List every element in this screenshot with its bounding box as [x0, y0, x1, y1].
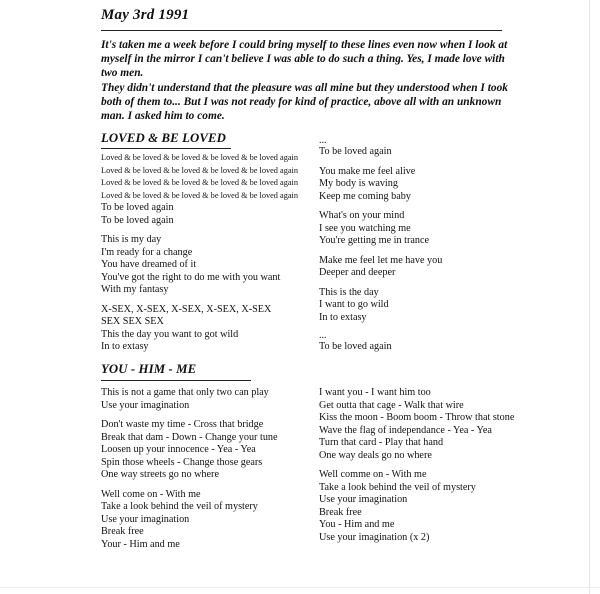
lyric-line: SEX SEX SEX [101, 316, 164, 327]
lyric-line: Break free [319, 506, 362, 518]
stanza-gap [319, 324, 569, 331]
stanza-gap [319, 159, 569, 166]
lyric-line: You make me feel alive [319, 165, 416, 177]
song-lyrics-right [319, 136, 569, 354]
lyric-line: One way deals go no where [319, 449, 432, 461]
song-lyrics-left [101, 152, 311, 354]
song-lyrics-right [319, 387, 569, 544]
lyric-line: This is my day [101, 234, 162, 245]
lyric-line: This is not a game that only two can play [101, 387, 269, 398]
lyric-line: I want to go wild [319, 299, 389, 310]
page-edge [589, 0, 590, 594]
lyric-line: I want you - I want him too [319, 387, 431, 398]
song-title-underline [101, 148, 231, 149]
lyric-line: Wave the flag of independance - Yea - Yea [319, 424, 492, 436]
lyric-line: You've got the right to do me with you want [101, 271, 281, 283]
lyric-line: My body is waving [319, 178, 398, 189]
stanza-gap [101, 297, 311, 304]
lyric-line: What's on your mind [319, 210, 405, 221]
lyric-line: Loosen up your innocence - Yea - Yea [101, 444, 256, 455]
stanza-gap [319, 462, 569, 469]
lyric-line: You're getting me in trance [319, 235, 430, 246]
lyric-line: Well come on - With me [101, 488, 201, 500]
lyric-line: Get outta that cage - Walk that wire [319, 399, 464, 411]
lyric-line: Loved & be loved & be loved & be loved & be loved again [101, 178, 298, 187]
lyric-line: To be loved again [319, 146, 392, 157]
lyric-line: Turn that card - Play that hand [319, 437, 444, 448]
lyric-line: Take a look behind the veil of mystery [319, 481, 476, 493]
lyric-line: Don't waste my time - Cross that bridge [101, 419, 264, 430]
lyric-line: Use your imagination [101, 399, 190, 411]
lyric-line: To be loved again [319, 341, 392, 352]
lyric-line: In to extasy [319, 311, 367, 323]
lyric-line: Your - Him and me [101, 538, 180, 550]
song-title: LOVED & BE LOVED [101, 131, 226, 145]
song-lyrics-left [101, 387, 311, 551]
lyric-line: Deeper and deeper [319, 267, 396, 278]
diary-entry [101, 38, 511, 123]
lyric-line: Loved & be loved & be loved & be loved & be loved again [101, 153, 298, 162]
lyric-line: You have dreamed of it [101, 259, 197, 270]
lyric-line: ... [319, 135, 327, 146]
lyric-line: You - Him and me [319, 519, 395, 530]
stanza-gap [319, 248, 569, 255]
lyric-line: Keep me coming baby [319, 190, 411, 202]
lyric-line: Well comme on - With me [319, 469, 427, 480]
lyric-line: One way streets go no where [101, 469, 219, 480]
lyric-line: X-SEX, X-SEX, X-SEX, X-SEX, X-SEX [101, 303, 272, 315]
lyric-line: Use your imagination (x 2) [319, 531, 430, 543]
diary-date: May 3rd 1991 [101, 7, 190, 23]
lyric-line: I'm ready for a change [101, 246, 193, 258]
lyric-line: Loved & be loved & be loved & be loved & be loved again [101, 165, 298, 175]
lyric-line: In to extasy [101, 341, 149, 352]
song-title: YOU - HIM - ME [101, 362, 197, 376]
lyric-line: ... [319, 330, 327, 341]
stanza-gap [101, 412, 311, 419]
lyric-line: Take a look behind the veil of mystery [101, 501, 258, 512]
lyric-line: Spin those wheels - Change those gears [101, 456, 263, 468]
page-edge [0, 587, 600, 588]
lyric-line: To be loved again [101, 214, 174, 226]
lyric-line: This the day you want to got wild [101, 328, 239, 340]
stanza-gap [101, 227, 311, 234]
lyric-line: Make me feel let me have you [319, 254, 443, 266]
lyric-line: Break free [101, 526, 144, 537]
diary-paragraph: It's taken me a week before I could bring myself to these lines even now when I look at myself in the mirror I can't believe I was able to do such a thing. Yes, I made love with two men. [101, 39, 508, 80]
lyric-line: With my fantasy [101, 284, 169, 295]
lyric-line: Use your imagination [101, 513, 190, 525]
lyric-line: Kiss the moon - Boom boom - Throw that stone [319, 412, 515, 423]
stanza-gap [319, 280, 569, 287]
lyric-line: Loved & be loved & be loved & be loved & be loved again [101, 190, 298, 200]
lyric-line: To be loved again [101, 202, 174, 213]
diary-paragraph: They didn't understand that the pleasure was all mine but they understood when I took both of them to... But I was not ready for kind of practice, above all with an unknown man. I asked him to come. [101, 81, 508, 123]
stanza-gap [319, 203, 569, 210]
stanza-gap [101, 482, 311, 489]
lyric-line: This is the day [319, 286, 379, 298]
lyric-line: I see you watching me [319, 222, 411, 234]
lyric-line: Use your imagination [319, 494, 408, 505]
date-divider [101, 30, 502, 31]
song-title-underline [101, 380, 251, 381]
lyric-line: Break that dam - Down - Change your tune [101, 431, 278, 443]
